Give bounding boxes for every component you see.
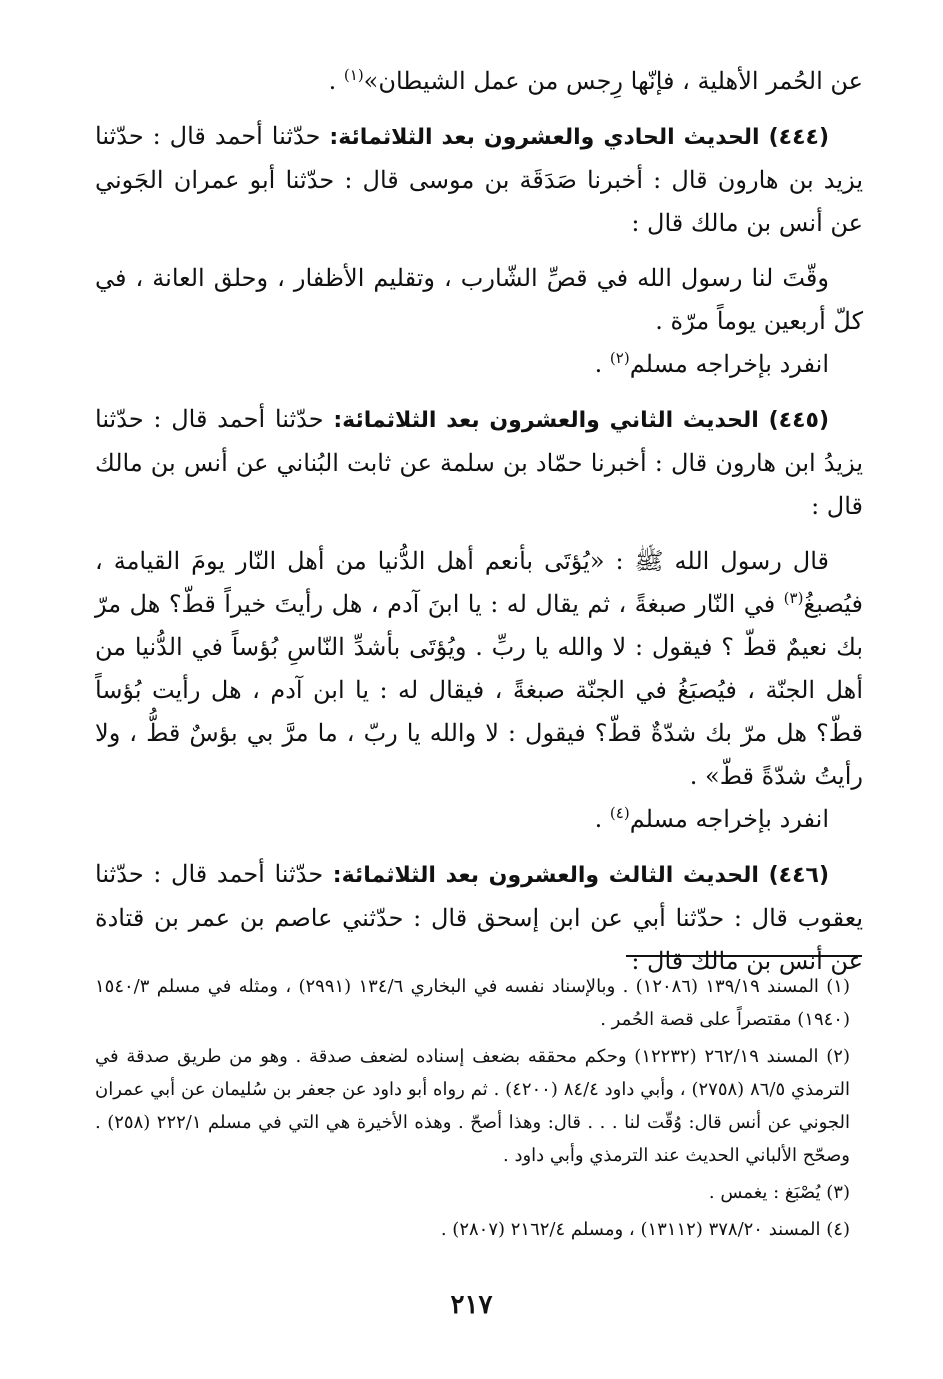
text: انفرد بإخراجه مسلم [629, 350, 829, 378]
hadith-445-takhrij [95, 798, 863, 841]
footnote-number: (٣) [826, 1182, 850, 1203]
line-continuation [95, 60, 863, 103]
footnote-ref[interactable]: (٤) [609, 804, 630, 822]
footnote-text: المسند ٣٧٨/٢٠ (١٣١١٢) ، ومسلم ٢١٦٢/٤ (٢٨٠٧) . [440, 1219, 821, 1240]
hadith-445-isnad [95, 398, 863, 528]
footnote-number: (١) [826, 976, 850, 997]
main-text [95, 60, 863, 983]
footnote-3 [95, 1176, 850, 1209]
isnad-text: حدّثنا أحمد قال : حدّثنا يزيدُ ابن هارون قال : أخبرنا حمّاد بن سلمة عن ثابت البُناني عن أنس بن مالك قال : [95, 405, 864, 520]
isnad-text: حدّثنا أحمد قال : حدّثنا يعقوب قال : حدّثنا أبي عن ابن إسحق قال : حدّثني عاصم بن عمر بن قتادة عن أنس بن مالك قال : [95, 860, 863, 975]
hadith-heading: (٤٤٤) الحديث الحادي والعشرون بعد الثلاثمائة: [329, 125, 829, 150]
footnote-separator [626, 955, 862, 957]
isnad-text: حدّثنا أحمد قال : حدّثنا يزيد بن هارون قال : أخبرنا صَدَقَة بن موسى قال : حدّثنا أبو عمران الجَوني عن أنس بن مالك قال : [95, 122, 863, 237]
footnotes [95, 970, 850, 1250]
hadith-446-isnad [95, 853, 863, 983]
footnote-text: المسند ١٣٩/١٩ (١٢٠٨٦) . وبالإسناد نفسه في البخاري ١٣٤/٦ (٢٩٩١) ، ومثله في مسلم ١٥٤٠/٣ (١٩٤٠) مقتصراً على قصة الحُمر . [95, 976, 850, 1030]
page-number: ٢١٧ [450, 1290, 493, 1320]
hadith-445-matn [95, 540, 863, 798]
text: . [594, 350, 610, 378]
hadith-444-matn: وقّتَ لنا رسول الله في قصِّ الشّارب ، وتقليم الأظفار ، وحلق العانة ، في كلّ أربعين يوماً مرّة . [95, 264, 863, 335]
hadith-heading: (٤٤٥) الحديث الثاني والعشرون بعد الثلاثمائة: [333, 408, 830, 433]
footnote-4 [95, 1213, 850, 1246]
text: في النّار صبغةً ، ثم يقال له : يا ابنَ آدم ، هل رأيتَ خيراً قطّ؟ هل مرّ بك نعيمٌ قطّ ؟ فيقول : لا والله يا ربِّ . ويُؤتَى بأشدِّ النّاسِ بُؤساً في الدُّنيا من أهل الجنّة ، فيُصبَغُ في الجنّة صبغةً ، فيقال له : يا ابن آدم ، هل رأيت بُؤساً قطّ؟ هل مرّ بك شدّةٌ قطّ؟ فيقول : لا والله يا ربّ ، ما مرَّ بي بؤسٌ قطُّ ، ولا رأيتُ شدّةً قطّ» . [95, 590, 863, 790]
text: قال رسول الله ﷺ : «يُؤتَى بأنعم أهل الدُّنيا من أهل النّار يومَ القيامة ، فيُصبغُ [95, 547, 863, 618]
text: . [328, 67, 344, 95]
hadith-heading: (٤٤٦) الحديث الثالث والعشرون بعد الثلاثمائة: [332, 863, 830, 888]
footnote-1 [95, 970, 850, 1036]
footnote-2 [95, 1040, 850, 1172]
text: . [594, 805, 610, 833]
hadith-444-takhrij [95, 343, 863, 386]
text: عن الحُمر الأهلية ، فإنّها رِجس من عمل الشيطان» [363, 67, 863, 95]
footnote-ref[interactable]: (٢) [609, 349, 630, 367]
footnote-number: (٤) [826, 1219, 850, 1240]
footnote-text: يُصْبَغ : يغمس . [708, 1182, 821, 1203]
footnote-ref[interactable]: (٣) [783, 589, 804, 607]
hadith-444-isnad [95, 115, 863, 245]
footnote-text: المسند ٢٦٢/١٩ (١٢٢٣٢) وحكم محققه بضعف إسناده لضعف صدقة . وهو من طريق صدقة في الترمذي ٨٦/٥ (٢٧٥٨) ، وأبي داود ٨٤/٤ (٤٢٠٠) . ثم رواه أبو داود عن جعفر بن سُليمان عن أبي عمران الجوني عن أنس قال: وُقّت لنا . . . قال: وهذا أصحّ . وهذه الأخيرة هي التي في مسلم ٢٢٢/١ (٢٥٨) . وصحّح الألباني الحديث عند الترمذي وأبي داود . [95, 1046, 851, 1166]
text: انفرد بإخراجه مسلم [629, 805, 829, 833]
footnote-ref[interactable]: (١) [343, 66, 364, 84]
footnote-number: (٢) [826, 1046, 850, 1067]
